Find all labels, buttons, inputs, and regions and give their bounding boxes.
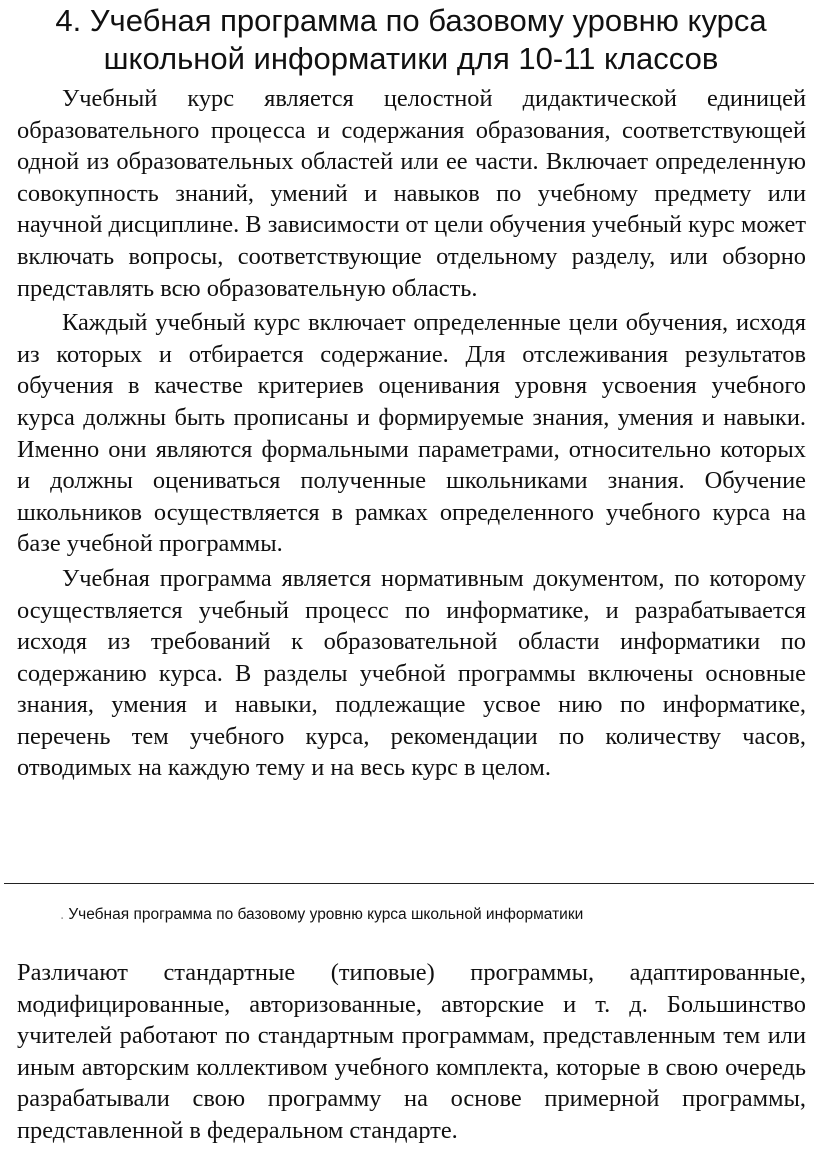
paragraph-course-definition: Учебный курс является целостной дидактической единицей образовательного процесса и содержания образования, соответствующей одной из образовательных областей или ее части. Включает определенную совокупность знаний, умений и навыков по учебному предмету или научной дисциплине. В зависимости от цели обучения учебный курс может включать вопросы, соответствующие отдельному разделу, или обзорно представлять всю образовательную область. bbox=[17, 85, 806, 302]
section-divider bbox=[4, 883, 814, 884]
footnote bbox=[60, 905, 800, 925]
section-title: 4. Учебная программа по базовому уровню курса школьной информатики для 10-11 классов bbox=[55, 3, 767, 76]
continuation-text bbox=[17, 957, 806, 1147]
paragraph-course-goals: Каждый учебный курс включает определенные цели обучения, исходя из которых и отбирается содержание. Для отслеживания результатов обучения в качестве критериев оценивания уровня усвоения учебного курса должны быть прописаны и формируемые знания, умения и навыки. Именно они являются формальными параметрами, относительно которых и должны оцениваться полученные школьниками знания. Обучение школьников осуществляется в рамках определенного учебного курса на базе учебной программы. bbox=[17, 309, 806, 558]
main-text bbox=[17, 83, 806, 784]
footnote-marker: . bbox=[60, 906, 65, 923]
paragraph-program-definition: Учебная программа является нормативным документом, по которому осуществляется учебный процесс по информатике, и разрабатывается исходя из требований к образовательной области информатики по содержанию курса. В разделы учебной программы включены основные знания, умения и навыки, подлежащие усвое нию по информатике, перечень тем учебного курса, рекомендации по количеству часов, отводимых на каждую тему и на весь курс в целом. bbox=[17, 564, 806, 782]
paragraph-program-types: Различают стандартные (типовые) программы, адаптированные, модифицированные, авторизованные, авторские и т. д. Большинство учителей работают по стандартным программам, представленным тем или иным авторским коллективом учебного комплекта, которые в свою очередь разрабатывали свою программу на основе примерной программы, представленной в федеральном стандарте. bbox=[17, 959, 806, 1144]
footnote-text: Учебная программа по базовому уровню курса школьной информатики bbox=[68, 906, 584, 923]
